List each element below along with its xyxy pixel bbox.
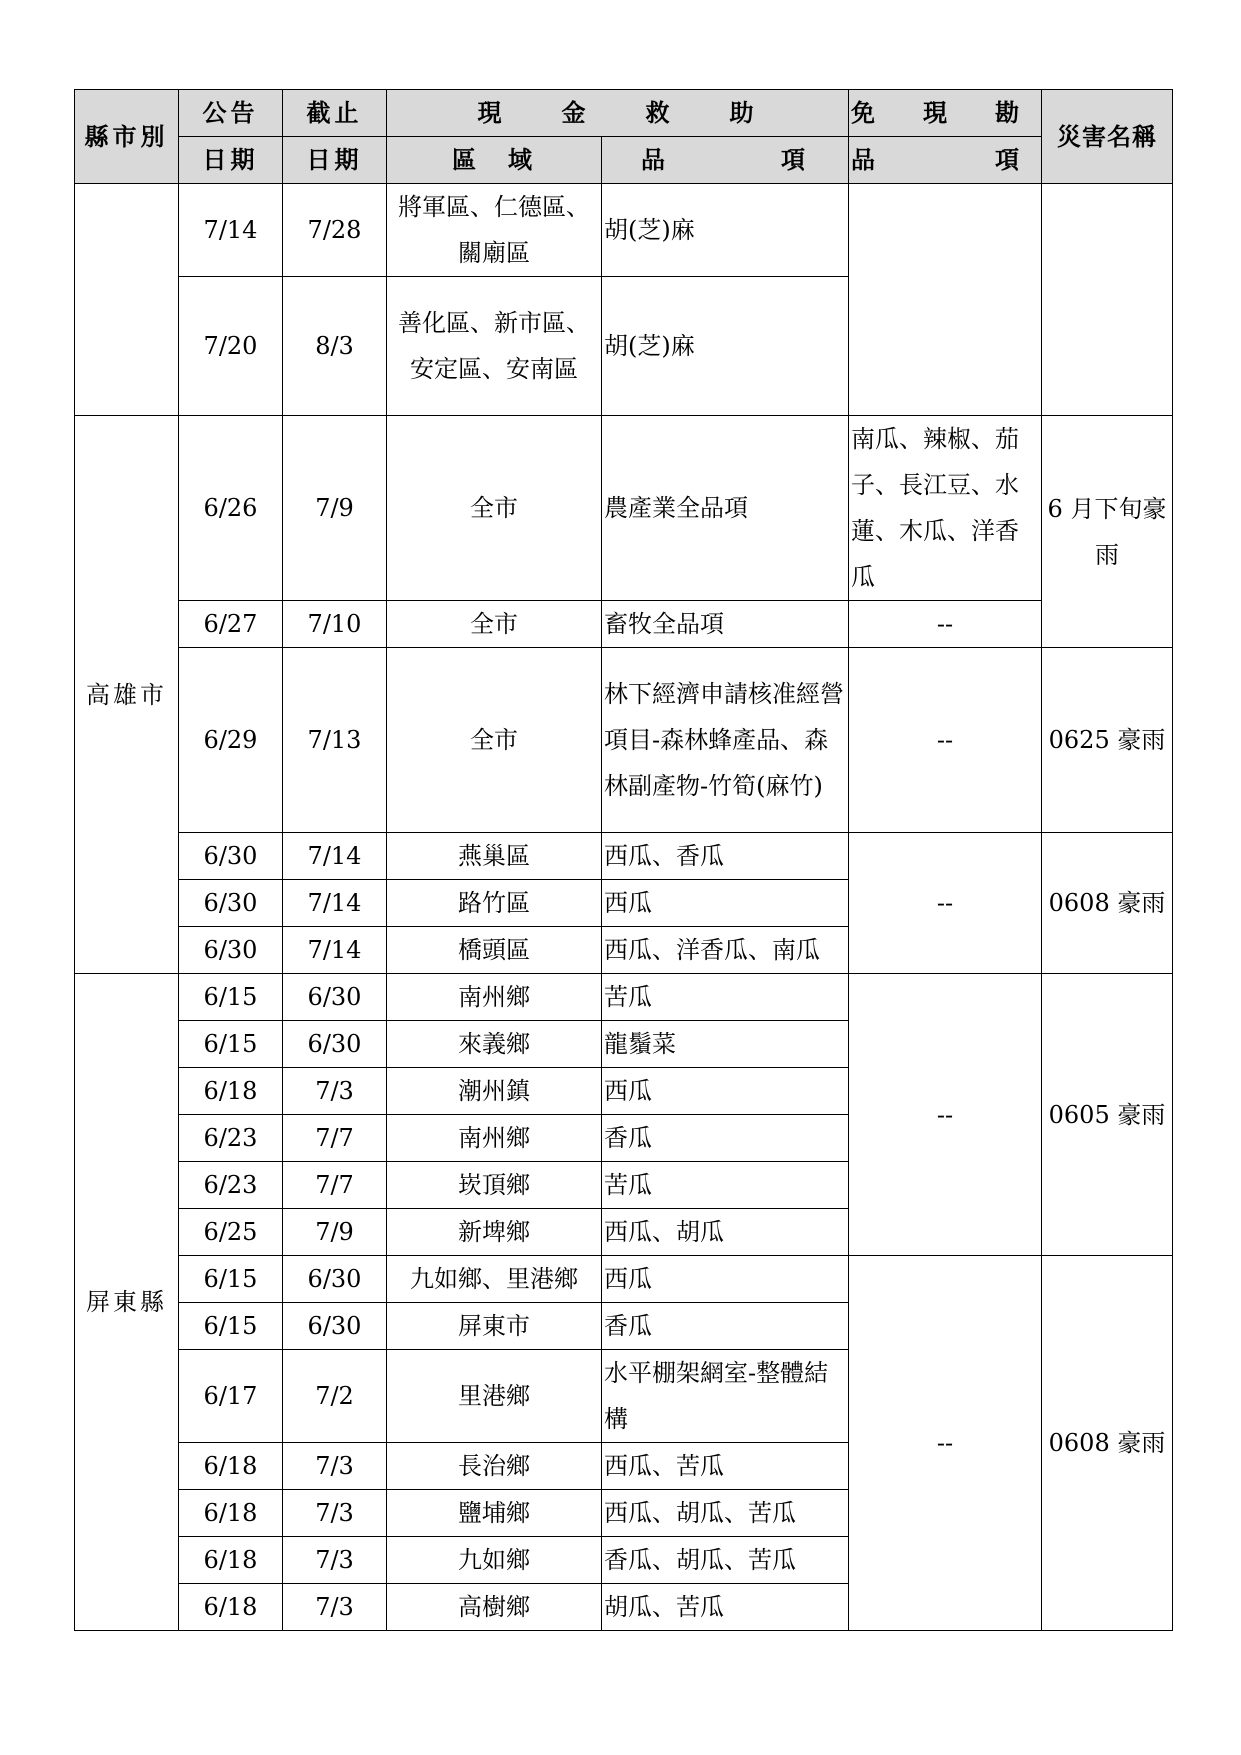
deadline-date: 7/2 xyxy=(283,1350,387,1443)
header-county: 縣市別 xyxy=(75,90,179,184)
county-kaohsiung: 高雄市 xyxy=(75,416,179,974)
disaster-cell: 0605 豪雨 xyxy=(1042,974,1173,1256)
deadline-date: 7/3 xyxy=(283,1584,387,1631)
deadline-date: 7/14 xyxy=(283,927,387,974)
announce-date: 6/17 xyxy=(179,1350,283,1443)
disaster-cell-blank xyxy=(1042,184,1173,416)
deadline-date: 7/10 xyxy=(283,601,387,648)
announce-date: 6/15 xyxy=(179,974,283,1021)
header-deadline-1: 截止 xyxy=(283,90,387,137)
table-row xyxy=(75,416,1173,601)
item-cell: 西瓜、胡瓜 xyxy=(602,1209,849,1256)
announce-date: 6/15 xyxy=(179,1256,283,1303)
disaster-cell: 0608 豪雨 xyxy=(1042,1256,1173,1631)
deadline-date: 6/30 xyxy=(283,974,387,1021)
deadline-date: 7/7 xyxy=(283,1115,387,1162)
deadline-date: 7/3 xyxy=(283,1490,387,1537)
item-cell: 香瓜 xyxy=(602,1303,849,1350)
deadline-date: 7/13 xyxy=(283,648,387,833)
relief-table xyxy=(74,89,1173,1631)
announce-date: 6/30 xyxy=(179,927,283,974)
header-exempt-2: 品 項 xyxy=(849,137,1042,184)
deadline-date: 8/3 xyxy=(283,277,387,416)
exempt-cell: -- xyxy=(849,974,1042,1256)
item-cell: 西瓜、洋香瓜、南瓜 xyxy=(602,927,849,974)
announce-date: 6/18 xyxy=(179,1537,283,1584)
deadline-date: 7/3 xyxy=(283,1537,387,1584)
county-cell-blank xyxy=(75,184,179,416)
announce-date: 6/23 xyxy=(179,1115,283,1162)
header-disaster: 災害名稱 xyxy=(1042,90,1173,184)
header-area: 區 域 xyxy=(387,137,602,184)
item-cell: 苦瓜 xyxy=(602,1162,849,1209)
area-cell: 燕巢區 xyxy=(387,833,602,880)
announce-date: 6/30 xyxy=(179,833,283,880)
table-row xyxy=(75,184,1173,277)
deadline-date: 7/3 xyxy=(283,1443,387,1490)
table-row xyxy=(75,974,1173,1021)
item-cell: 胡(芝)麻 xyxy=(602,184,849,277)
deadline-date: 7/28 xyxy=(283,184,387,277)
area-cell: 來義鄉 xyxy=(387,1021,602,1068)
item-cell: 林下經濟申請核准經營項目-森林蜂產品、森林副產物-竹筍(麻竹) xyxy=(602,648,849,833)
disaster-cell: 0608 豪雨 xyxy=(1042,833,1173,974)
area-cell: 九如鄉 xyxy=(387,1537,602,1584)
item-cell: 西瓜、香瓜 xyxy=(602,833,849,880)
announce-date: 6/26 xyxy=(179,416,283,601)
announce-date: 6/30 xyxy=(179,880,283,927)
area-cell: 全市 xyxy=(387,416,602,601)
area-cell: 鹽埔鄉 xyxy=(387,1490,602,1537)
item-cell: 西瓜、胡瓜、苦瓜 xyxy=(602,1490,849,1537)
announce-date: 7/14 xyxy=(179,184,283,277)
exempt-cell: -- xyxy=(849,833,1042,974)
header-exempt-1: 免 現 勘 xyxy=(849,90,1042,137)
announce-date: 6/15 xyxy=(179,1021,283,1068)
area-cell: 九如鄉、里港鄉 xyxy=(387,1256,602,1303)
item-cell: 西瓜、苦瓜 xyxy=(602,1443,849,1490)
disaster-cell: 6 月下旬豪雨 xyxy=(1042,416,1173,648)
header-announce-1: 公告 xyxy=(179,90,283,137)
area-cell: 潮州鎮 xyxy=(387,1068,602,1115)
exempt-cell: -- xyxy=(849,601,1042,648)
item-cell: 胡(芝)麻 xyxy=(602,277,849,416)
table-row xyxy=(75,648,1173,833)
deadline-date: 7/3 xyxy=(283,1068,387,1115)
item-cell: 西瓜 xyxy=(602,1068,849,1115)
header-deadline-2: 日期 xyxy=(283,137,387,184)
announce-date: 6/18 xyxy=(179,1584,283,1631)
announce-date: 6/23 xyxy=(179,1162,283,1209)
area-cell: 長治鄉 xyxy=(387,1443,602,1490)
deadline-date: 7/7 xyxy=(283,1162,387,1209)
area-cell: 將軍區、仁德區、關廟區 xyxy=(387,184,602,277)
disaster-cell: 0625 豪雨 xyxy=(1042,648,1173,833)
area-cell: 路竹區 xyxy=(387,880,602,927)
deadline-date: 6/30 xyxy=(283,1021,387,1068)
exempt-cell: 南瓜、辣椒、茄子、長江豆、水蓮、木瓜、洋香瓜 xyxy=(849,416,1042,601)
header-item: 品 項 xyxy=(602,137,849,184)
exempt-cell: -- xyxy=(849,1256,1042,1631)
item-cell: 龍鬚菜 xyxy=(602,1021,849,1068)
area-cell: 新埤鄉 xyxy=(387,1209,602,1256)
item-cell: 香瓜 xyxy=(602,1115,849,1162)
area-cell: 善化區、新市區、安定區、安南區 xyxy=(387,277,602,416)
exempt-cell: -- xyxy=(849,648,1042,833)
announce-date: 6/25 xyxy=(179,1209,283,1256)
area-cell: 屏東市 xyxy=(387,1303,602,1350)
item-cell: 西瓜 xyxy=(602,1256,849,1303)
county-pingtung: 屏東縣 xyxy=(75,974,179,1631)
item-cell: 胡瓜、苦瓜 xyxy=(602,1584,849,1631)
deadline-date: 7/9 xyxy=(283,1209,387,1256)
area-cell: 南州鄉 xyxy=(387,974,602,1021)
announce-date: 6/18 xyxy=(179,1443,283,1490)
table-row xyxy=(75,601,1173,648)
deadline-date: 6/30 xyxy=(283,1256,387,1303)
item-cell: 西瓜 xyxy=(602,880,849,927)
table-row xyxy=(75,833,1173,880)
announce-date: 6/29 xyxy=(179,648,283,833)
table-row xyxy=(75,1256,1173,1303)
item-cell: 苦瓜 xyxy=(602,974,849,1021)
item-cell: 水平棚架網室-整體結構 xyxy=(602,1350,849,1443)
area-cell: 里港鄉 xyxy=(387,1350,602,1443)
area-cell: 崁頂鄉 xyxy=(387,1162,602,1209)
item-cell: 農產業全品項 xyxy=(602,416,849,601)
area-cell: 南州鄉 xyxy=(387,1115,602,1162)
area-cell: 高樹鄉 xyxy=(387,1584,602,1631)
item-cell: 香瓜、胡瓜、苦瓜 xyxy=(602,1537,849,1584)
item-cell: 畜牧全品項 xyxy=(602,601,849,648)
area-cell: 全市 xyxy=(387,648,602,833)
deadline-date: 7/14 xyxy=(283,880,387,927)
area-cell: 全市 xyxy=(387,601,602,648)
header-cash-aid: 現 金 救 助 xyxy=(387,90,849,137)
area-cell: 橋頭區 xyxy=(387,927,602,974)
announce-date: 6/27 xyxy=(179,601,283,648)
deadline-date: 6/30 xyxy=(283,1303,387,1350)
exempt-cell-blank xyxy=(849,184,1042,416)
announce-date: 7/20 xyxy=(179,277,283,416)
deadline-date: 7/14 xyxy=(283,833,387,880)
announce-date: 6/18 xyxy=(179,1068,283,1115)
announce-date: 6/18 xyxy=(179,1490,283,1537)
deadline-date: 7/9 xyxy=(283,416,387,601)
announce-date: 6/15 xyxy=(179,1303,283,1350)
header-announce-2: 日期 xyxy=(179,137,283,184)
